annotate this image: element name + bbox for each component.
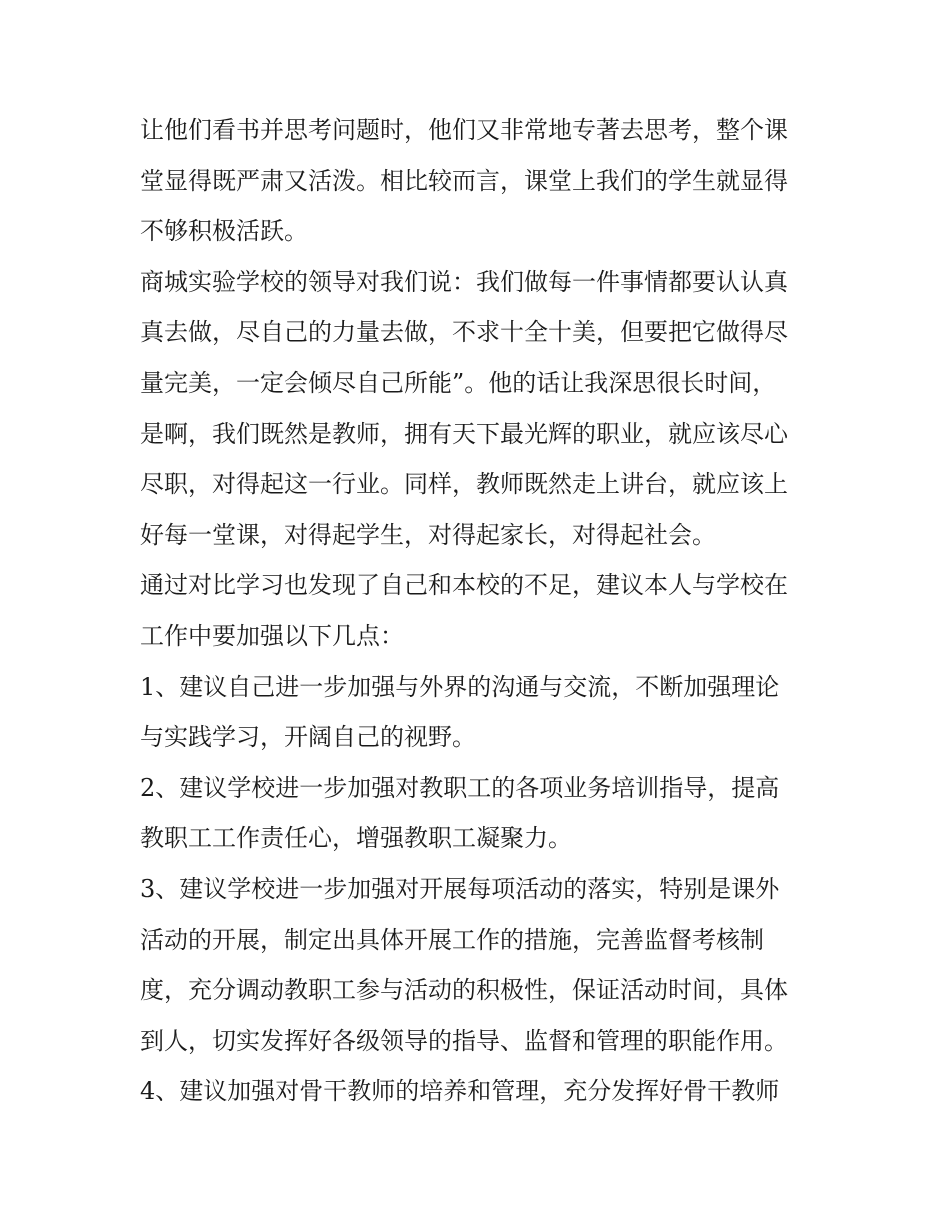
text-line: 度，充分调动教职工参与活动的积极性，保证活动时间，具体 xyxy=(140,976,788,1005)
list-item-3 xyxy=(140,864,820,1066)
list-item-1 xyxy=(140,662,820,763)
text-line: 好每一堂课，对得起学生，对得起家长，对得起社会。 xyxy=(140,520,716,549)
text-line: 活动的开展，制定出具体开展工作的措施，完善监督考核制 xyxy=(140,925,764,954)
text-line: 商城实验学校的领导对我们说：我们做每一件事情都要认认真 xyxy=(140,267,788,296)
text-line: 让他们看书并思考问题时，他们又非常地专著去思考，整个课 xyxy=(140,116,788,144)
list-item-4 xyxy=(140,1066,820,1117)
text-line: 教职工工作责任心，增强教职工凝聚力。 xyxy=(140,824,572,853)
paragraph-classroom-observation xyxy=(140,105,820,257)
text-line: 真去做，尽自己的力量去做，不求十全十美，但要把它做得尽 xyxy=(140,318,788,347)
text-line: 到人，切实发挥好各级领导的指导、监督和管理的职能作用。 xyxy=(140,1026,788,1055)
text-line: 4、建议加强对骨干教师的培养和管理，充分发挥好骨干教师 xyxy=(140,1077,780,1106)
text-line: 量完美，一定会倾尽自己所能”。他的话让我深思很长时间， xyxy=(140,368,777,397)
text-line: 是啊，我们既然是教师，拥有天下最光辉的职业，就应该尽心 xyxy=(140,419,788,448)
text-line: 1、建议自己进一步加强与外界的沟通与交流，不断加强理论 xyxy=(140,672,780,701)
text-line: 堂显得既严肃又活泼。相比较而言，课堂上我们的学生就显得 xyxy=(140,166,788,195)
text-line: 2、建议学校进一步加强对教职工的各项业务培训指导，提高 xyxy=(140,773,780,802)
document-body xyxy=(140,105,820,1117)
text-line: 通过对比学习也发现了自己和本校的不足，建议本人与学校在 xyxy=(140,571,788,600)
paragraph-leader-quote xyxy=(140,257,820,561)
text-line: 3、建议学校进一步加强对开展每项活动的落实，特别是课外 xyxy=(140,874,780,903)
text-line: 尽职，对得起这一行业。同样，教师既然走上讲台，就应该上 xyxy=(140,470,788,499)
paragraph-shortcomings-intro xyxy=(140,560,820,661)
text-line: 不够积极活跃。 xyxy=(140,217,308,246)
text-line: 与实践学习，开阔自己的视野。 xyxy=(140,723,476,752)
list-item-2 xyxy=(140,763,820,864)
text-line: 工作中要加强以下几点： xyxy=(140,621,404,650)
